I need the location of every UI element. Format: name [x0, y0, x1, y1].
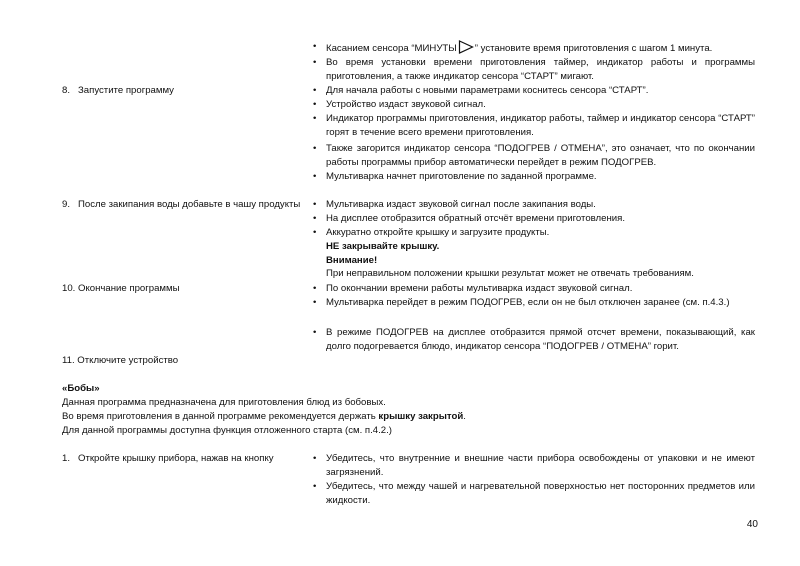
- bullet-text: Индикатор программы приготовления, индикатор работы, таймер и индикатор сенсора “СТАРТ” горят в течение всего времени приготовления.: [326, 113, 755, 138]
- warning-note: При неправильном положении крышки результат может не отвечать требованиям.: [326, 268, 694, 279]
- bullet-icon: •: [313, 327, 317, 338]
- bullet-text: Во время установки времени приготовления таймер, индикатор работы и программы приготовления, а также индикатор сенсора “СТАРТ” мигают.: [326, 57, 755, 82]
- bullet-icon: •: [313, 57, 317, 68]
- bullet-icon: •: [313, 99, 317, 110]
- bullet-icon: •: [313, 283, 317, 294]
- step-9-label: 9. После закипания воды добавьте в чашу продукты: [62, 199, 301, 210]
- bullet-text: Убедитесь, что между чашей и нагревательной поверхностью нет посторонних предметов или жидкости.: [326, 481, 755, 506]
- bullet-icon: •: [313, 213, 317, 224]
- warning-heading: Внимание!: [326, 254, 378, 266]
- play-triangle-icon: [458, 40, 474, 54]
- step-10-label: 10. Окончание программы: [62, 283, 180, 294]
- bullet-text: В режиме ПОДОГРЕВ на дисплее отобразится прямой отсчет времени, показывающий, как долго подогревается блюдо, индикатор сенсора “ПОДОГРЕВ / ОТМЕНА” горит.: [326, 327, 755, 352]
- bullet-icon: •: [313, 113, 317, 124]
- bullet-icon: •: [313, 297, 317, 308]
- bullet-icon: •: [313, 41, 317, 52]
- bullet-text: Для начала работы с новыми параметрами коснитесь сенсора “СТАРТ”.: [326, 85, 649, 96]
- step-11-label: 11. Отключите устройство: [62, 355, 179, 366]
- section-title: «Бобы»: [62, 383, 100, 394]
- section-line: Для данной программы доступна функция отложенного старта (см. п.4.2.): [62, 425, 392, 436]
- bullet-text: Также загорится индикатор сенсора “ПОДОГРЕВ / ОТМЕНА”, это означает, что по окончании работы программы прибор автоматически перейдет в режим ПОДОГРЕВ.: [326, 143, 755, 168]
- warning-block: [326, 240, 755, 281]
- bullet-text: На дисплее отобразится обратный отсчёт времени приготовления.: [326, 213, 625, 224]
- bullet-icon: •: [313, 227, 317, 238]
- bullet-text: Устройство издаст звуковой сигнал.: [326, 99, 486, 110]
- bullet-text: Убедитесь, что внутренние и внешние части прибора освобождены от упаковки и не имеют загрязнений.: [326, 453, 755, 478]
- bullet-icon: •: [313, 143, 317, 154]
- bullet-text: По окончании времени работы мультиварка издаст звуковой сигнал.: [326, 283, 633, 294]
- bullet-icon: •: [313, 481, 317, 492]
- bullet-text: Мультиварка издаст звуковой сигнал после закипания воды.: [326, 199, 596, 210]
- step-8-label: 8. Запустите программу: [62, 85, 174, 96]
- bullet-text: Мультиварка начнет приготовление по заданной программе.: [326, 171, 597, 182]
- step-1-label: 1. Откройте крышку прибора, нажав на кнопку: [62, 453, 274, 464]
- bullet-icon: •: [313, 453, 317, 464]
- page-number: 40: [746, 519, 758, 530]
- bullet-text: Аккуратно откройте крышку и загрузите продукты.: [326, 227, 550, 238]
- bullet-text: Касанием сенсора “МИНУТЫ ” установите время приготовления с шагом 1 минута.: [326, 40, 755, 56]
- bullet-icon: •: [313, 199, 317, 210]
- section-line: Во время приготовления в данной программе рекомендуется держать крышку закрытой.: [62, 411, 466, 422]
- bullet-icon: •: [313, 85, 317, 96]
- warning-text: НЕ закрывайте крышку.: [326, 241, 440, 252]
- bullet-text: Мультиварка перейдет в режим ПОДОГРЕВ, если он не был отключен заранее (см. п.4.3.): [326, 297, 730, 308]
- section-line: Данная программа предназначена для приготовления блюд из бобовых.: [62, 397, 386, 408]
- bullet-icon: •: [313, 171, 317, 182]
